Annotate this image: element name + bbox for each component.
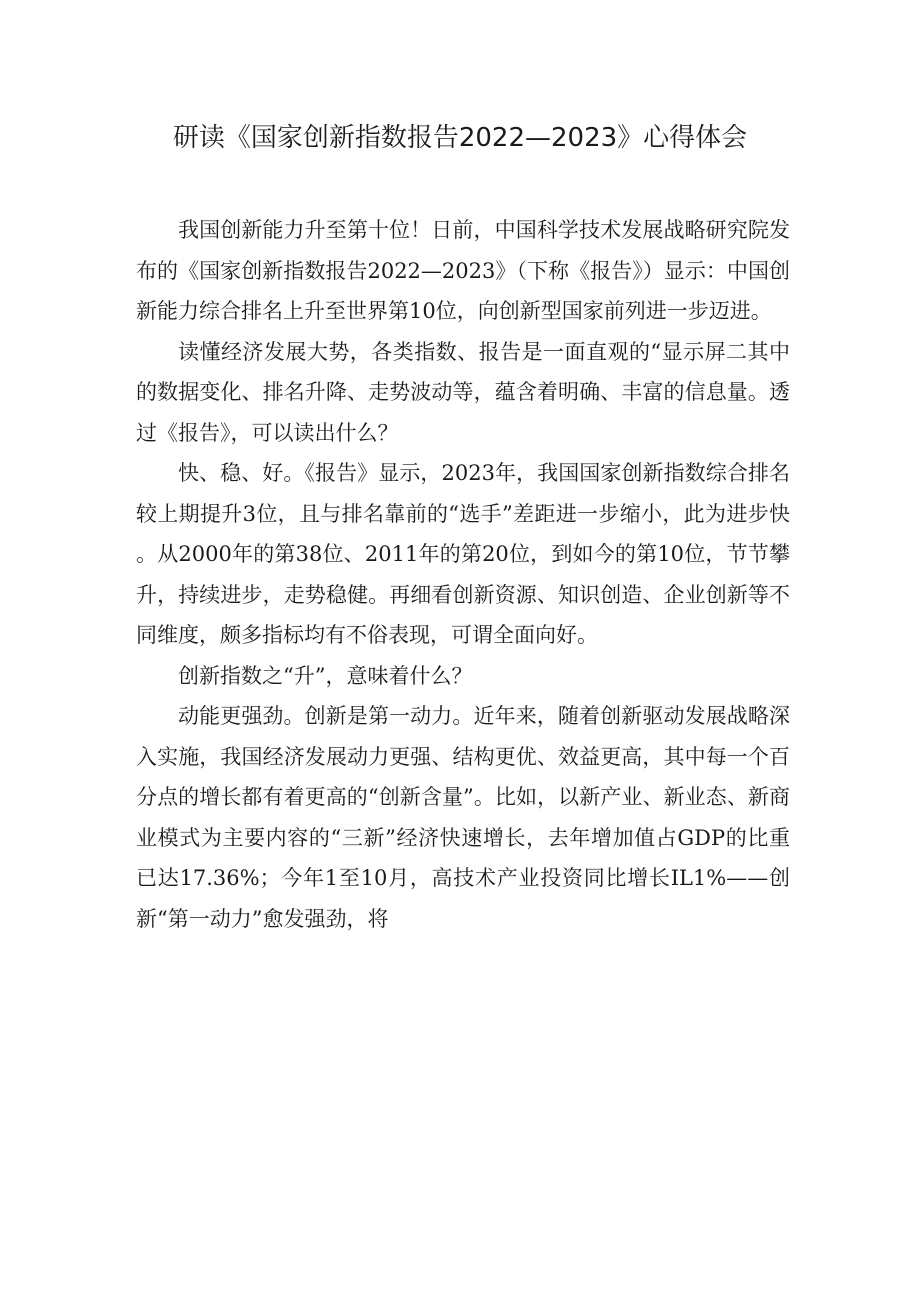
paragraph-2: 读懂经济发展大势，各类指数、报告是一面直观的“显示屏二其中的数据变化、排名升降、走势波动等，蕴含着明确、丰富的信息量。透过《报告》，可以读出什么？: [136, 339, 790, 445]
paragraph-3: 快、稳、好。《报告》显示，2023年，我国国家创新指数综合排名较上期提升3位，且与排名靠前的“选手”差距进一步缩小，此为进步快。从2000年的第38位、2011年的第20位，到如今的第10位，节节攀升，持续进步，走势稳健。再细看创新资源、知识创造、企业创新等不同维度，颇多指标均有不俗表现，可谓全面向好。: [136, 461, 790, 647]
document-body: [136, 210, 790, 939]
paragraph-4: 创新指数之“升”，意味着什么？: [178, 663, 473, 688]
paragraph-1: 我国创新能力升至第十位！日前，中国科学技术发展战略研究院发布的《国家创新指数报告2022—2023》（下称《报告》）显示：中国创新能力综合排名上升至世界第10位，向创新型国家前列进一步迈进。: [136, 218, 790, 323]
paragraph-5: 动能更强劲。创新是第一动力。近年来，随着创新驱动发展战略深入实施，我国经济发展动力更强、结构更优、效益更高，其中每一个百分点的增长都有着更高的“创新含量”。比如，以新产业、新业态、新商业模式为主要内容的“三新”经济快速增长，去年增加值占GDP的比重已达17.36%；今年1至10月，高技术产业投资同比增长IL1%——创新“第一动力”愈发强劲，将: [136, 704, 790, 931]
document-title: 研读《国家创新指数报告2022—2023》心得体会: [172, 123, 748, 153]
